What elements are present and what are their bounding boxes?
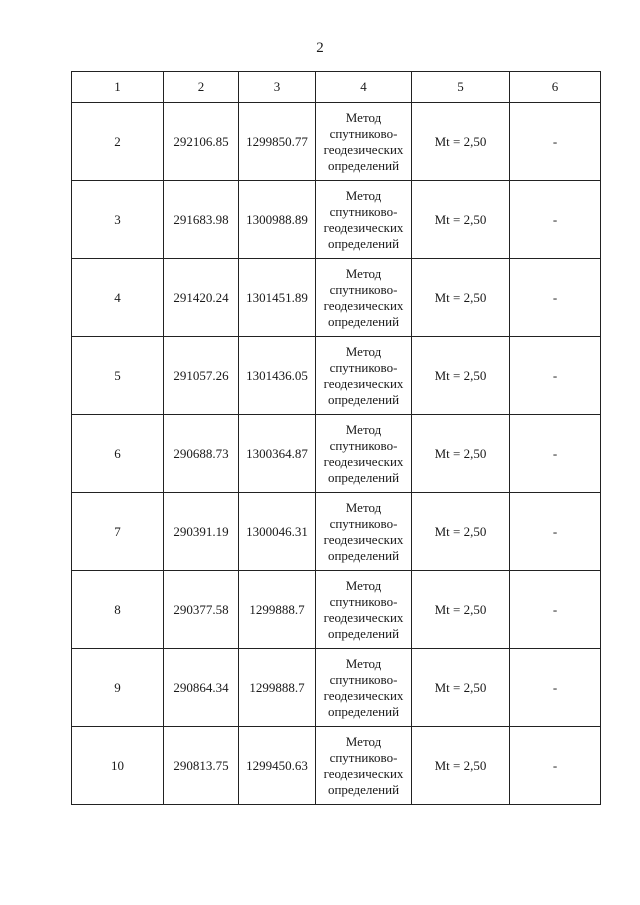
table-row [72,727,601,805]
table-row [72,259,601,337]
x-coordinate-cell: 291683.98 [164,181,239,259]
table-row [72,493,601,571]
method-line: Метод [345,499,382,515]
method-line: определений [327,157,400,173]
accuracy-cell: Mt = 2,50 [412,259,510,337]
method-line: Метод [345,265,382,281]
y-coordinate-cell: 1299850.77 [239,103,316,181]
method-line: геодезических [323,531,404,547]
method-line: определений [327,469,400,485]
method-line: Метод [345,421,382,437]
method-cell [316,493,412,571]
table-body [72,103,601,805]
header-col-6: 6 [510,72,601,103]
point-number-cell: 2 [72,103,164,181]
method-line: Метод [345,109,382,125]
method-cell [316,649,412,727]
table-header [72,72,601,103]
x-coordinate-cell: 290391.19 [164,493,239,571]
table-row [72,181,601,259]
y-coordinate-cell: 1301451.89 [239,259,316,337]
method-line: определений [327,391,400,407]
method-line: спутниково- [329,203,398,219]
method-line: определений [327,781,400,797]
method-line: Метод [345,577,382,593]
method-line: геодезических [323,687,404,703]
accuracy-cell: Mt = 2,50 [412,493,510,571]
y-coordinate-cell: 1299888.7 [239,649,316,727]
method-cell [316,337,412,415]
y-coordinate-cell: 1299888.7 [239,571,316,649]
point-number-cell: 8 [72,571,164,649]
method-line: спутниково- [329,359,398,375]
note-cell: - [510,415,601,493]
point-number-cell: 7 [72,493,164,571]
y-coordinate-cell: 1300046.31 [239,493,316,571]
table-row [72,103,601,181]
header-row [72,72,601,103]
x-coordinate-cell: 292106.85 [164,103,239,181]
method-line: геодезических [323,609,404,625]
table-row [72,571,601,649]
point-number-cell: 5 [72,337,164,415]
method-line: геодезических [323,453,404,469]
accuracy-cell: Mt = 2,50 [412,727,510,805]
method-line: спутниково- [329,515,398,531]
x-coordinate-cell: 290813.75 [164,727,239,805]
note-cell: - [510,649,601,727]
header-col-5: 5 [412,72,510,103]
method-cell [316,415,412,493]
point-number-cell: 4 [72,259,164,337]
x-coordinate-cell: 291057.26 [164,337,239,415]
table-row [72,649,601,727]
header-col-4: 4 [316,72,412,103]
y-coordinate-cell: 1299450.63 [239,727,316,805]
method-line: определений [327,625,400,641]
note-cell: - [510,259,601,337]
point-number-cell: 6 [72,415,164,493]
accuracy-cell: Mt = 2,50 [412,571,510,649]
method-cell [316,571,412,649]
point-number-cell: 9 [72,649,164,727]
header-col-3: 3 [239,72,316,103]
method-cell [316,181,412,259]
method-line: геодезических [323,219,404,235]
y-coordinate-cell: 1301436.05 [239,337,316,415]
note-cell: - [510,727,601,805]
method-line: Метод [345,655,382,671]
y-coordinate-cell: 1300988.89 [239,181,316,259]
accuracy-cell: Mt = 2,50 [412,103,510,181]
method-cell [316,103,412,181]
method-line: спутниково- [329,671,398,687]
accuracy-cell: Mt = 2,50 [412,415,510,493]
method-line: определений [327,547,400,563]
note-cell: - [510,337,601,415]
point-number-cell: 3 [72,181,164,259]
method-line: спутниково- [329,749,398,765]
method-line: определений [327,313,400,329]
method-line: спутниково- [329,125,398,141]
point-number-cell: 10 [72,727,164,805]
table-row [72,415,601,493]
method-line: геодезических [323,297,404,313]
method-cell [316,259,412,337]
coordinates-table [71,71,601,805]
method-line: Метод [345,733,382,749]
method-line: геодезических [323,141,404,157]
note-cell: - [510,181,601,259]
accuracy-cell: Mt = 2,50 [412,181,510,259]
method-line: геодезических [323,375,404,391]
note-cell: - [510,103,601,181]
note-cell: - [510,571,601,649]
method-line: геодезических [323,765,404,781]
accuracy-cell: Mt = 2,50 [412,337,510,415]
x-coordinate-cell: 291420.24 [164,259,239,337]
method-line: спутниково- [329,593,398,609]
table-row [72,337,601,415]
method-line: определений [327,703,400,719]
method-line: спутниково- [329,281,398,297]
note-cell: - [510,493,601,571]
method-line: Метод [345,343,382,359]
method-cell [316,727,412,805]
y-coordinate-cell: 1300364.87 [239,415,316,493]
x-coordinate-cell: 290864.34 [164,649,239,727]
method-line: Метод [345,187,382,203]
method-line: спутниково- [329,437,398,453]
method-line: определений [327,235,400,251]
accuracy-cell: Mt = 2,50 [412,649,510,727]
x-coordinate-cell: 290688.73 [164,415,239,493]
header-col-1: 1 [72,72,164,103]
header-col-2: 2 [164,72,239,103]
x-coordinate-cell: 290377.58 [164,571,239,649]
page-number: 2 [316,40,324,56]
